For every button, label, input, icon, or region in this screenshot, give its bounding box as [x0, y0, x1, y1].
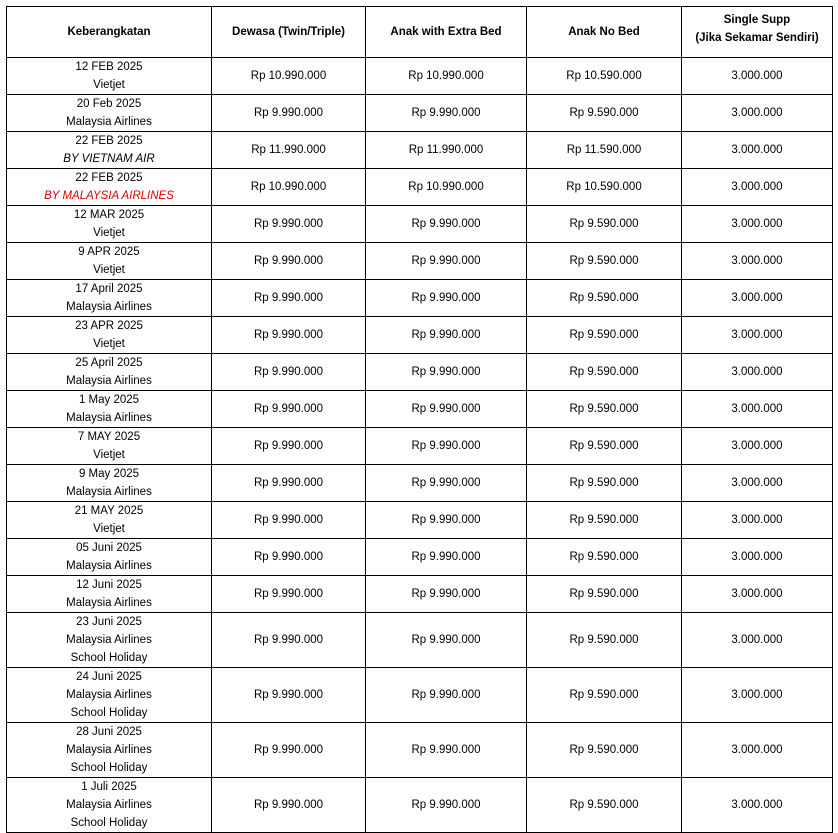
departure-date: 23 APR 2025 — [75, 320, 143, 332]
price-single-supp: 3.000.000 — [682, 354, 833, 391]
header-label: Dewasa (Twin/Triple) — [232, 26, 345, 38]
departure-note: School Holiday — [70, 652, 148, 664]
price-dewasa: Rp 9.990.000 — [212, 778, 366, 833]
departure-date: 28 Juni 2025 — [76, 726, 142, 738]
airline-name: Vietjet — [93, 449, 125, 461]
price-extra-bed: Rp 9.990.000 — [366, 465, 527, 502]
airline-name: Malaysia Airlines — [66, 301, 152, 313]
table-row — [7, 576, 833, 613]
price-single-supp: 3.000.000 — [682, 778, 833, 833]
airline-name: BY VIETNAM AIR — [63, 153, 155, 165]
departure-date: 24 Juni 2025 — [76, 671, 142, 683]
header-single-supp — [682, 7, 833, 58]
airline-name: Malaysia Airlines — [66, 375, 152, 387]
price-single-supp: 3.000.000 — [682, 723, 833, 778]
price-extra-bed: Rp 11.990.000 — [366, 132, 527, 169]
price-single-supp: 3.000.000 — [682, 132, 833, 169]
price-dewasa: Rp 9.990.000 — [212, 354, 366, 391]
price-no-bed: Rp 10.590.000 — [527, 58, 682, 95]
departure-cell — [7, 132, 212, 169]
header-label: Anak with Extra Bed — [390, 26, 502, 38]
table-row — [7, 613, 833, 668]
header-label: Keberangkatan — [67, 26, 151, 38]
price-single-supp: 3.000.000 — [682, 539, 833, 576]
airline-name: Malaysia Airlines — [66, 597, 152, 609]
departure-date: 1 Juli 2025 — [81, 781, 137, 793]
price-no-bed: Rp 9.590.000 — [527, 539, 682, 576]
airline-name: Vietjet — [93, 227, 125, 239]
departure-note: School Holiday — [70, 762, 148, 774]
departure-date: 21 MAY 2025 — [74, 505, 144, 517]
header-label: Anak No Bed — [568, 26, 640, 38]
table-row — [7, 58, 833, 95]
departure-date: 22 FEB 2025 — [75, 172, 143, 184]
airline-name: Vietjet — [93, 523, 125, 535]
price-no-bed: Rp 9.590.000 — [527, 354, 682, 391]
price-dewasa: Rp 10.990.000 — [212, 58, 366, 95]
departure-date: 7 MAY 2025 — [77, 431, 141, 443]
price-dewasa: Rp 9.990.000 — [212, 502, 366, 539]
price-single-supp: 3.000.000 — [682, 668, 833, 723]
price-single-supp: 3.000.000 — [682, 280, 833, 317]
price-dewasa: Rp 9.990.000 — [212, 206, 366, 243]
price-no-bed: Rp 11.590.000 — [527, 132, 682, 169]
departure-cell — [7, 243, 212, 280]
airline-name: Malaysia Airlines — [66, 560, 152, 572]
departure-date: 12 MAR 2025 — [73, 209, 145, 221]
price-extra-bed: Rp 9.990.000 — [366, 391, 527, 428]
departure-cell — [7, 465, 212, 502]
departure-cell — [7, 280, 212, 317]
price-extra-bed: Rp 9.990.000 — [366, 317, 527, 354]
price-extra-bed: Rp 10.990.000 — [366, 58, 527, 95]
table-row — [7, 428, 833, 465]
price-single-supp: 3.000.000 — [682, 58, 833, 95]
departure-date: 05 Juni 2025 — [76, 542, 142, 554]
table-row — [7, 539, 833, 576]
header-dewasa — [212, 7, 366, 58]
departure-date: 25 April 2025 — [75, 357, 143, 369]
table-row — [7, 668, 833, 723]
airline-name: BY MALAYSIA AIRLINES — [44, 190, 174, 202]
price-no-bed: Rp 9.590.000 — [527, 778, 682, 833]
departure-date: 12 Juni 2025 — [76, 579, 142, 591]
price-dewasa: Rp 9.990.000 — [212, 576, 366, 613]
header-no-bed — [527, 7, 682, 58]
table-body — [7, 58, 833, 833]
departure-cell — [7, 169, 212, 206]
departure-cell — [7, 539, 212, 576]
table-row — [7, 169, 833, 206]
departure-date: 22 FEB 2025 — [75, 135, 143, 147]
price-no-bed: Rp 9.590.000 — [527, 391, 682, 428]
price-dewasa: Rp 9.990.000 — [212, 280, 366, 317]
price-extra-bed: Rp 9.990.000 — [366, 354, 527, 391]
price-no-bed: Rp 9.590.000 — [527, 576, 682, 613]
price-single-supp: 3.000.000 — [682, 502, 833, 539]
departure-date: 12 FEB 2025 — [75, 61, 143, 73]
price-extra-bed: Rp 9.990.000 — [366, 206, 527, 243]
price-single-supp: 3.000.000 — [682, 317, 833, 354]
airline-name: Malaysia Airlines — [66, 689, 152, 701]
price-no-bed: Rp 9.590.000 — [527, 502, 682, 539]
price-no-bed: Rp 9.590.000 — [527, 723, 682, 778]
price-no-bed: Rp 9.590.000 — [527, 280, 682, 317]
departure-cell — [7, 317, 212, 354]
departure-note: School Holiday — [70, 707, 148, 719]
table-row — [7, 723, 833, 778]
price-dewasa: Rp 9.990.000 — [212, 428, 366, 465]
table-row — [7, 502, 833, 539]
price-no-bed: Rp 9.590.000 — [527, 243, 682, 280]
price-extra-bed: Rp 9.990.000 — [366, 502, 527, 539]
departure-date: 20 Feb 2025 — [76, 98, 142, 110]
departure-cell — [7, 613, 212, 668]
price-no-bed: Rp 9.590.000 — [527, 317, 682, 354]
table-row — [7, 206, 833, 243]
airline-name: Malaysia Airlines — [66, 412, 152, 424]
price-dewasa: Rp 9.990.000 — [212, 613, 366, 668]
airline-name: Vietjet — [93, 79, 125, 91]
price-extra-bed: Rp 9.990.000 — [366, 95, 527, 132]
price-single-supp: 3.000.000 — [682, 428, 833, 465]
table-row — [7, 132, 833, 169]
departure-cell — [7, 502, 212, 539]
price-extra-bed: Rp 9.990.000 — [366, 243, 527, 280]
departure-cell — [7, 95, 212, 132]
table-row — [7, 465, 833, 502]
price-dewasa: Rp 9.990.000 — [212, 668, 366, 723]
price-extra-bed: Rp 9.990.000 — [366, 428, 527, 465]
departure-cell — [7, 58, 212, 95]
table-row — [7, 243, 833, 280]
airline-name: Malaysia Airlines — [66, 116, 152, 128]
price-extra-bed: Rp 9.990.000 — [366, 723, 527, 778]
price-single-supp: 3.000.000 — [682, 465, 833, 502]
price-extra-bed: Rp 9.990.000 — [366, 576, 527, 613]
airline-name: Malaysia Airlines — [66, 799, 152, 811]
price-single-supp: 3.000.000 — [682, 391, 833, 428]
departure-cell — [7, 428, 212, 465]
departure-date: 17 April 2025 — [75, 283, 143, 295]
price-extra-bed: Rp 9.990.000 — [366, 539, 527, 576]
table-row — [7, 354, 833, 391]
header-keberangkatan — [7, 7, 212, 58]
price-extra-bed: Rp 9.990.000 — [366, 778, 527, 833]
price-extra-bed: Rp 10.990.000 — [366, 169, 527, 206]
airline-name: Vietjet — [93, 264, 125, 276]
table-row — [7, 317, 833, 354]
price-dewasa: Rp 10.990.000 — [212, 169, 366, 206]
departure-date: 1 May 2025 — [78, 394, 140, 406]
departure-cell — [7, 206, 212, 243]
price-no-bed: Rp 9.590.000 — [527, 465, 682, 502]
price-dewasa: Rp 9.990.000 — [212, 95, 366, 132]
price-extra-bed: Rp 9.990.000 — [366, 668, 527, 723]
departure-date: 9 May 2025 — [78, 468, 140, 480]
price-single-supp: 3.000.000 — [682, 243, 833, 280]
table-row — [7, 778, 833, 833]
price-extra-bed: Rp 9.990.000 — [366, 613, 527, 668]
price-dewasa: Rp 9.990.000 — [212, 243, 366, 280]
price-dewasa: Rp 11.990.000 — [212, 132, 366, 169]
table-row — [7, 391, 833, 428]
price-dewasa: Rp 9.990.000 — [212, 317, 366, 354]
departure-cell — [7, 576, 212, 613]
departure-cell — [7, 723, 212, 778]
price-table — [6, 6, 833, 833]
header-label: Single Supp — [723, 14, 791, 26]
departure-cell — [7, 778, 212, 833]
departure-note: School Holiday — [70, 817, 148, 829]
price-single-supp: 3.000.000 — [682, 169, 833, 206]
price-extra-bed: Rp 9.990.000 — [366, 280, 527, 317]
price-dewasa: Rp 9.990.000 — [212, 723, 366, 778]
departure-date: 23 Juni 2025 — [76, 616, 142, 628]
departure-cell — [7, 354, 212, 391]
price-single-supp: 3.000.000 — [682, 206, 833, 243]
price-single-supp: 3.000.000 — [682, 613, 833, 668]
price-no-bed: Rp 9.590.000 — [527, 206, 682, 243]
table-header-row — [7, 7, 833, 58]
price-no-bed: Rp 10.590.000 — [527, 169, 682, 206]
price-no-bed: Rp 9.590.000 — [527, 613, 682, 668]
price-dewasa: Rp 9.990.000 — [212, 391, 366, 428]
departure-date: 9 APR 2025 — [78, 246, 140, 258]
price-dewasa: Rp 9.990.000 — [212, 465, 366, 502]
price-no-bed: Rp 9.590.000 — [527, 428, 682, 465]
table-row — [7, 280, 833, 317]
header-extra-bed — [366, 7, 527, 58]
table-row — [7, 95, 833, 132]
header-label: (Jika Sekamar Sendiri) — [695, 32, 819, 44]
price-no-bed: Rp 9.590.000 — [527, 668, 682, 723]
price-single-supp: 3.000.000 — [682, 576, 833, 613]
airline-name: Malaysia Airlines — [66, 744, 152, 756]
airline-name: Malaysia Airlines — [66, 634, 152, 646]
price-no-bed: Rp 9.590.000 — [527, 95, 682, 132]
airline-name: Malaysia Airlines — [66, 486, 152, 498]
airline-name: Vietjet — [93, 338, 125, 350]
departure-cell — [7, 668, 212, 723]
departure-cell — [7, 391, 212, 428]
price-dewasa: Rp 9.990.000 — [212, 539, 366, 576]
price-single-supp: 3.000.000 — [682, 95, 833, 132]
